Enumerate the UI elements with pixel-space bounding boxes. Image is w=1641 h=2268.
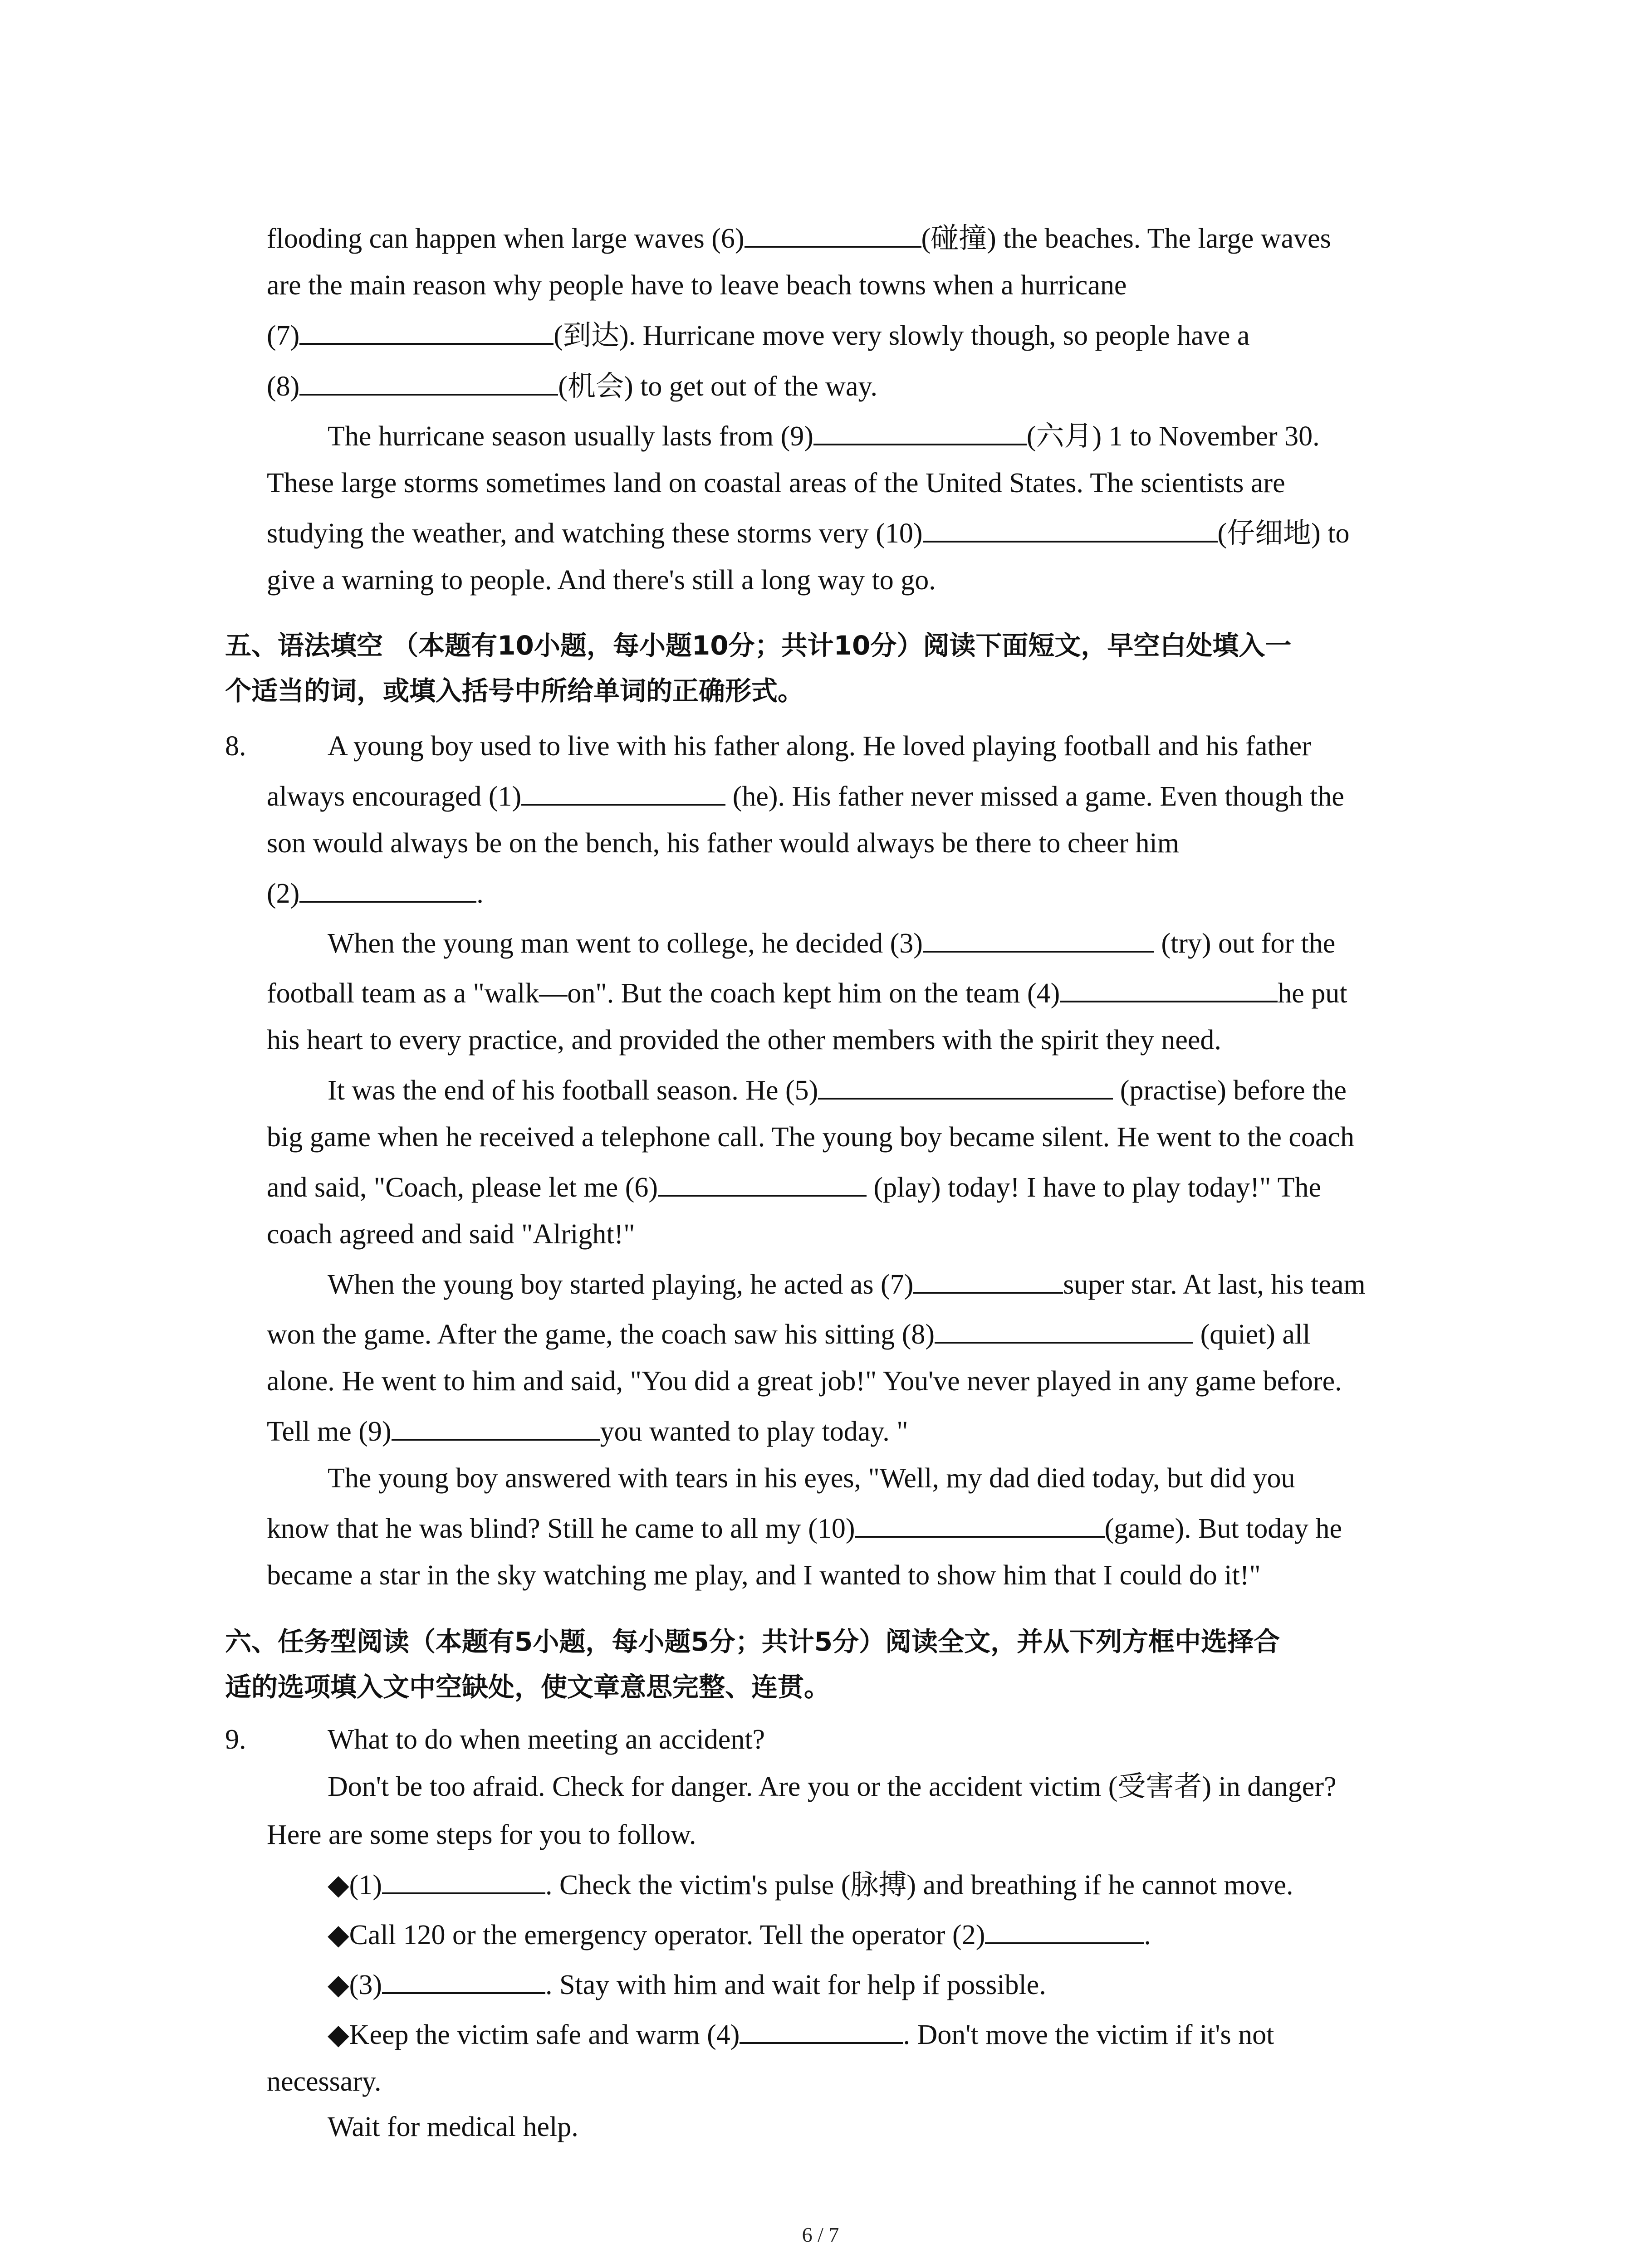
answer-blank[interactable] bbox=[382, 1869, 545, 1894]
text-line: big game when he received a telephone call. The young boy became silent. He went to the coach bbox=[267, 1122, 1354, 1153]
text-fragment: always encouraged (1) bbox=[267, 781, 522, 812]
answer-blank[interactable] bbox=[985, 1919, 1144, 1944]
text-line: son would always be on the bench, his father would always be there to cheer him bbox=[267, 828, 1179, 859]
text-fragment: you wanted to play today. " bbox=[600, 1416, 908, 1447]
bullet-line bbox=[328, 1969, 1460, 2001]
text-fragment: ◆(1) bbox=[328, 1870, 382, 1901]
answer-blank[interactable] bbox=[392, 1415, 600, 1441]
text-fragment: (机会) to get out of the way. bbox=[558, 371, 877, 402]
bullet-line bbox=[328, 1869, 1460, 1901]
answer-blank[interactable] bbox=[658, 1171, 867, 1197]
text-fragment: . bbox=[476, 878, 484, 909]
section-heading: 个适当的词，或填入括号中所给单词的正确形式。 bbox=[225, 675, 804, 706]
answer-blank[interactable] bbox=[521, 780, 725, 806]
text-line: The young boy answered with tears in his eyes, "Well, my dad died today, but did you bbox=[328, 1463, 1295, 1494]
answer-blank[interactable] bbox=[818, 1074, 1113, 1100]
answer-blank[interactable] bbox=[382, 1969, 545, 1994]
text-fragment: The hurricane season usually lasts from (9) bbox=[328, 421, 813, 452]
text-fragment: . Stay with him and wait for help if possible. bbox=[545, 1970, 1046, 2000]
text-fragment: . bbox=[1144, 1920, 1151, 1950]
answer-blank[interactable] bbox=[299, 877, 476, 903]
text-fragment: (7) bbox=[267, 320, 300, 351]
question-title: What to do when meeting an accident? bbox=[328, 1724, 765, 1755]
text-fragment: and said, "Coach, please let me (6) bbox=[267, 1172, 658, 1203]
answer-blank[interactable] bbox=[299, 370, 558, 396]
bullet-line bbox=[328, 2019, 1460, 2051]
section-heading: 六、任务型阅读（本题有5小题，每小题5分；共计5分）阅读全文，并从下列方框中选择合 bbox=[225, 1626, 1280, 1657]
text-fragment: (碰撞) the beaches. The large waves bbox=[921, 223, 1331, 254]
text-fragment: studying the weather, and watching these storms very (10) bbox=[267, 518, 923, 549]
text-fragment: ◆Call 120 or the emergency operator. Tell the operator (2) bbox=[328, 1920, 985, 1950]
page-number: 6 / 7 bbox=[802, 2223, 839, 2246]
text-fragment: Tell me (9) bbox=[267, 1416, 392, 1447]
text-fragment: . Don't move the victim if it's not bbox=[903, 2019, 1274, 2050]
answer-blank[interactable] bbox=[913, 1268, 1063, 1294]
text-line bbox=[267, 1318, 1460, 1351]
text-line: his heart to every practice, and provided the other members with the spirit they need. bbox=[267, 1025, 1221, 1056]
answer-blank[interactable] bbox=[299, 319, 554, 345]
text-line: Wait for medical help. bbox=[328, 2112, 578, 2142]
answer-blank[interactable] bbox=[740, 2019, 903, 2044]
text-line: coach agreed and said "Alright!" bbox=[267, 1219, 635, 1250]
text-line bbox=[267, 319, 1460, 352]
text-line bbox=[267, 370, 1460, 403]
text-fragment: (到达). Hurricane move very slowly though, so people have a bbox=[554, 320, 1250, 351]
text-fragment: flooding can happen when large waves (6) bbox=[267, 223, 745, 254]
text-fragment: It was the end of his football season. He (5) bbox=[328, 1075, 818, 1106]
answer-blank[interactable] bbox=[855, 1512, 1105, 1538]
text-line bbox=[328, 927, 1460, 960]
text-line bbox=[267, 222, 1460, 255]
text-line: alone. He went to him and said, "You did a great job!" You've never played in any game before. bbox=[267, 1366, 1342, 1397]
text-line bbox=[267, 877, 1460, 910]
bullet-line bbox=[328, 1919, 1460, 1951]
question-number: 8. bbox=[225, 731, 246, 762]
answer-blank[interactable] bbox=[745, 222, 921, 248]
text-line: Don't be too afraid. Check for danger. Are you or the accident victim (受害者) in danger? bbox=[328, 1771, 1337, 1802]
answer-blank[interactable] bbox=[813, 420, 1027, 445]
text-line bbox=[267, 977, 1460, 1010]
text-fragment: won the game. After the game, the coach saw his sitting (8) bbox=[267, 1319, 935, 1350]
text-line bbox=[267, 1415, 1460, 1448]
question-number: 9. bbox=[225, 1724, 246, 1755]
text-line bbox=[267, 517, 1460, 550]
answer-blank[interactable] bbox=[923, 927, 1154, 953]
answer-blank[interactable] bbox=[923, 517, 1218, 543]
text-line bbox=[267, 780, 1460, 813]
text-fragment: (仔细地) to bbox=[1217, 518, 1350, 549]
text-line: necessary. bbox=[267, 2066, 382, 2097]
text-fragment: (8) bbox=[267, 371, 300, 402]
text-line bbox=[267, 1171, 1460, 1204]
text-fragment: (play) today! I have to play today!" The bbox=[867, 1172, 1322, 1203]
text-fragment: know that he was blind? Still he came to all my (10) bbox=[267, 1513, 855, 1544]
text-fragment: (六月) 1 to November 30. bbox=[1026, 421, 1320, 452]
section-heading: 五、语法填空 （本题有10小题，每小题10分；共计10分）阅读下面短文，早空白处填入一 bbox=[225, 630, 1292, 661]
text-fragment: football team as a "walk—on". But the coach kept him on the team (4) bbox=[267, 978, 1060, 1009]
text-line: Here are some steps for you to follow. bbox=[267, 1819, 696, 1850]
text-fragment: (game). But today he bbox=[1104, 1513, 1342, 1544]
answer-blank[interactable] bbox=[935, 1318, 1193, 1344]
text-line: A young boy used to live with his father along. He loved playing football and his father bbox=[328, 731, 1311, 762]
text-fragment: When the young man went to college, he decided (3) bbox=[328, 928, 923, 959]
text-fragment: (he). His father never missed a game. Even though the bbox=[725, 781, 1344, 812]
text-fragment: ◆(3) bbox=[328, 1970, 382, 2000]
text-fragment: (try) out for the bbox=[1154, 928, 1336, 959]
text-line bbox=[328, 1074, 1460, 1107]
text-fragment: (practise) before the bbox=[1113, 1075, 1347, 1106]
text-line bbox=[328, 1268, 1460, 1301]
text-line: became a star in the sky watching me play, and I wanted to show him that I could do it!" bbox=[267, 1560, 1261, 1591]
text-fragment: ◆Keep the victim safe and warm (4) bbox=[328, 2019, 740, 2050]
text-line: These large storms sometimes land on coastal areas of the United States. The scientists are bbox=[267, 468, 1285, 499]
text-fragment: (quiet) all bbox=[1193, 1319, 1311, 1350]
text-fragment: (2) bbox=[267, 878, 300, 909]
text-fragment: When the young boy started playing, he acted as (7) bbox=[328, 1269, 914, 1300]
answer-blank[interactable] bbox=[1060, 977, 1278, 1002]
text-line: are the main reason why people have to leave beach towns when a hurricane bbox=[267, 270, 1127, 301]
text-line bbox=[328, 420, 1460, 453]
section-heading: 适的选项填入文中空缺处，使文章意思完整、连贯。 bbox=[225, 1672, 831, 1702]
text-fragment: super star. At last, his team bbox=[1063, 1269, 1366, 1300]
text-fragment: he put bbox=[1278, 978, 1347, 1009]
text-line: give a warning to people. And there's still a long way to go. bbox=[267, 565, 936, 596]
text-line bbox=[267, 1512, 1460, 1545]
text-fragment: . Check the victim's pulse (脉搏) and breathing if he cannot move. bbox=[545, 1870, 1293, 1901]
